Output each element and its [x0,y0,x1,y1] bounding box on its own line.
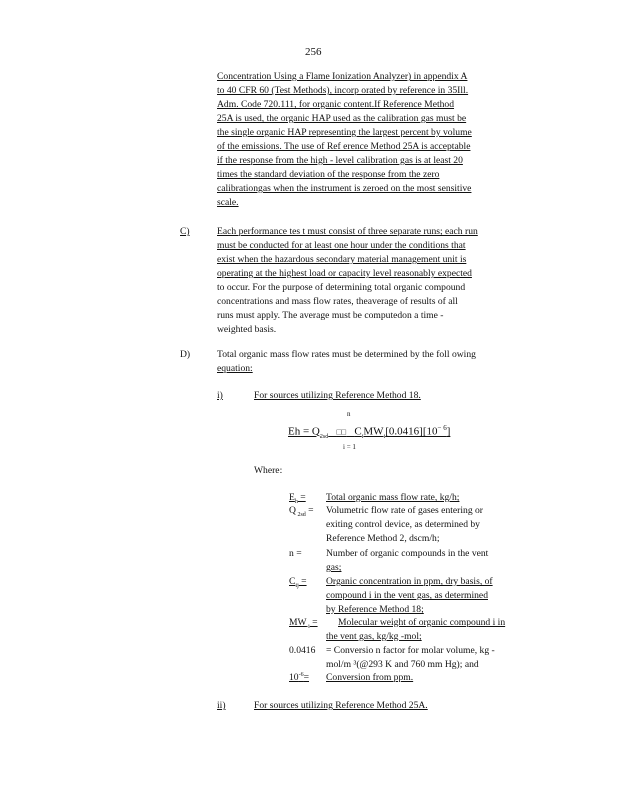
section-c-line: Each performance tes t must consist of three separate runs; each run [217,226,478,237]
definition-text-line: Total organic mass flow rate, kg/h; [326,492,460,503]
definition-text-line: Organic concentration in ppm, dry basis, of [326,576,493,587]
intro-line: times the standard deviation of the response from the zero [217,169,440,180]
definition-separator: = [309,617,318,628]
definition-symbol-text: E [289,492,295,503]
definition-text-line: the vent gas, kg/kg -mol; [326,631,422,642]
definition-symbol-text: C [289,576,296,587]
section-c-line: runs must apply. The average must be computedon a time - [217,310,444,321]
definition-symbol [289,617,318,630]
definition-symbol-sub: 2sd [295,511,306,518]
definition-symbol-text: Q [289,505,296,516]
intro-line: scale. [217,197,239,208]
equation-term: C [354,425,362,438]
intro-line: the single organic HAP representing the largest percent by volume [217,127,472,138]
definition-separator: = [298,576,307,587]
equation-close: ] [446,425,451,438]
section-c-line: concentrations and mass flow rates, theaverage of results of all [217,296,458,307]
sub-ii-label: ii) [217,700,226,711]
definition-text-line: by Reference Method 18; [326,604,424,615]
definition-text-line: Reference Method 2, dscm/h; [326,533,440,544]
definition-symbol [289,548,302,559]
equation-upper-limit: n [347,410,351,418]
equation-term-sub: i [361,433,364,440]
definition-symbol [289,576,307,589]
definition-symbol [289,492,306,505]
intro-line: Adm. Code 720.111, for organic content.If Reference Method [217,99,455,110]
definition-symbol [289,645,315,656]
equation-lhs: Eh = Q [288,425,320,438]
section-c-line: exist when the hazardous secondary material management unit is [217,254,467,265]
definition-symbol-text: 0.0416 [289,645,316,656]
sub-i-text: For sources utilizing Reference Method 18. [254,390,421,401]
section-c-line: must be conducted for at least one hour under the conditions that [217,240,466,251]
section-d-line: Total organic mass flow rates must be determined by the foll owing [217,349,476,360]
section-c-line: weighted basis. [217,324,277,335]
definition-text-line: = Conversio n factor for molar volume, kg - [326,645,495,656]
section-c-line: operating at the highest load or capacity level reasonably expected [217,268,472,279]
definition-text-line: gas; [326,562,342,573]
definition-symbol [289,672,309,683]
intro-line: if the response from the high - level calibration gas is at least 20 [217,155,463,166]
definition-text-line: mol/m ³(@293 K and 760 mm Hg); and [326,659,479,670]
sub-ii-text: For sources utilizing Reference Method 25A. [254,700,428,711]
equation-lower-limit: i = 1 [343,443,356,451]
equation-body [288,424,450,440]
definition-text-line: Molecular weight of organic compound i in [338,617,506,628]
definition-symbol-sub: ij [295,582,299,589]
equation-term2: MW [363,425,384,438]
equation-lhs-sub: 2sd [319,433,329,440]
definition-symbol [289,505,314,518]
definition-text-line: Number of organic compounds in the vent [326,548,489,559]
sub-i-label: i) [217,390,223,401]
definition-text-line: Conversion from ppm. [326,672,414,683]
definition-text-line: compound i in the vent gas, as determined [326,590,488,601]
section-d-line: equation: [217,363,253,374]
definition-separator: = [303,672,310,684]
equation-exponent: − 6 [437,424,447,432]
equation-operator: □□ [336,427,347,437]
definition-symbol-sub: h [294,498,298,505]
intro-line: 25A is used, the organic HAP used as the calibration gas must be [217,113,467,124]
definition-symbol-sup: -6 [298,672,304,678]
definition-text-line: exiting control device, as determined by [326,519,480,530]
section-c-line: to occur. For the purpose of determining total organic compound [217,282,466,293]
intro-line: Concentration Using a Flame Ionization Analyzer) in appendix A [217,71,468,82]
definition-symbol-text: MW [289,617,307,628]
definition-separator: = [305,505,314,516]
definition-separator: = [297,492,306,503]
definition-symbol-sub: i [306,623,310,630]
intro-line: of the emissions. The use of Ref erence Method 25A is acceptable [217,141,471,152]
page-number: 256 [305,46,322,58]
definition-symbol-text: n [289,548,294,559]
definition-text-line: Volumetric flow rate of gases entering or [326,505,484,516]
equation-factor: [0.0416][10 [385,425,438,438]
definition-symbol-text: 10 [289,672,299,684]
where-label: Where: [254,465,283,476]
intro-line: calibrationgas when the instrument is zeroed on the most sensitive [217,183,472,194]
section-c-label: C) [180,226,190,237]
equation-term2-sub: i [383,433,386,440]
section-d-label: D) [180,349,191,360]
definition-separator: = [293,548,302,559]
intro-line: to 40 CFR 60 (Test Methods), incorp orated by reference in 35Ill. [217,85,469,96]
